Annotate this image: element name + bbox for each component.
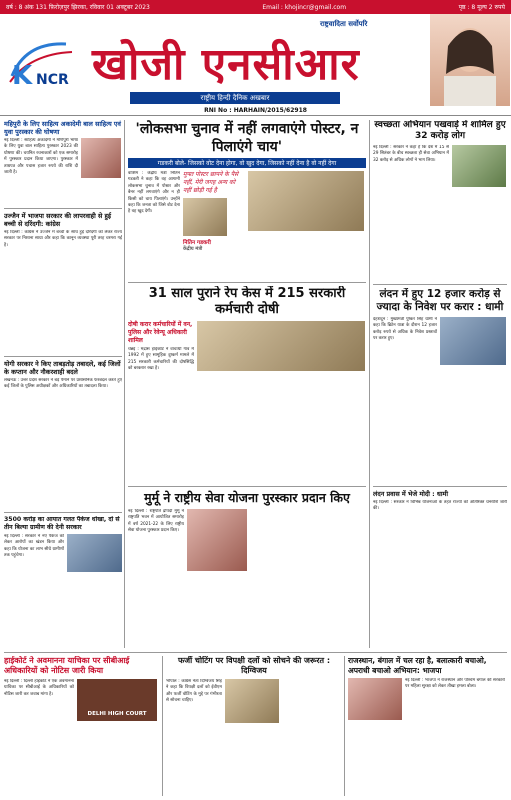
story-image	[81, 138, 121, 178]
story-body-continued	[282, 679, 340, 793]
swachhta-photo	[452, 145, 506, 187]
story-body: भोपाल : कांग्रेस नेता दिग्विजय सिंह ने कहा कि विपक्षी दलों को ईवीएम और फर्जी वोटिंग के मुद्दे पर गंभीरता से सोचना चाहिए।	[166, 679, 222, 704]
gadkari-speech-photo	[248, 171, 364, 231]
story-body: देहरादून : मुख्यमंत्री पुष्कर सिंह धामी ने कहा कि ब्रिटेन यात्रा के दौरान 12 हजार करोड़ रुपये से अधिक के निवेश प्रस्तावों पर करार हुए।	[373, 317, 437, 342]
masthead-portrait-image	[430, 14, 510, 106]
headline: 'लोकसभा चुनाव में नहीं लगवाएंगे पोस्टर, न पिलाएंगे चाय'	[135, 121, 359, 155]
divider	[128, 282, 366, 283]
person-role: केंद्रीय मंत्री	[183, 246, 203, 252]
divider	[373, 284, 507, 285]
divider	[4, 356, 122, 357]
headline: महिपुरी के लिए साहित्य अकादेमी बाल साहित्य एवं युवा पुरस्कार की घोषणा	[4, 120, 121, 136]
headline: उज्जैन में भाजपा सरकार की लापरवाही से हुई बच्ची से दरिंदगी: कांग्रेस	[4, 212, 112, 228]
digvijay-photo	[225, 679, 279, 723]
headline: लंदन प्रवास में भेजे मोदी : धामी	[373, 490, 448, 498]
headline: 31 साल पुराने रेप केस में 215 सरकारी कर्मचारी दोषी	[148, 286, 346, 317]
court-building-photo	[197, 321, 365, 371]
tagline-bottom: राष्ट्रीय हिन्दी दैनिक अखबार	[130, 92, 340, 104]
story-bottom-3	[348, 656, 507, 796]
story-right-3	[373, 490, 507, 650]
column-divider	[162, 656, 163, 796]
masthead	[0, 14, 511, 106]
story-body-continued	[440, 368, 506, 472]
story-body-continued	[197, 374, 365, 470]
sidebar-note: दोषी करार कर्मचारियों में वन, पुलिस और रेवेन्यू अधिकारी शामिल	[128, 321, 193, 344]
story-image	[67, 534, 122, 572]
story-body: नई दिल्ली : भाजपा ने राजस्थान और पश्चिम बंगाल की सरकारों पर महिला सुरक्षा को लेकर तीखा हमला बोला।	[405, 678, 505, 690]
quote: मुफ्त पोस्टर छापने के पैसे नहीं, मेरी जगह अन्य को नहीं छोड़ी गई है	[183, 171, 239, 194]
column-divider	[344, 656, 345, 796]
story-body: नई दिल्ली : दिल्ली हाईकोर्ट ने एक अवमानना याचिका पर सीबीआई के अधिकारियों को नोटिस जारी कर जवाब मांगा है।	[4, 679, 74, 697]
divider	[128, 486, 366, 487]
rni-number: RNI No : HARHAIN/2015/62918	[0, 106, 511, 116]
story-body: नई दिल्ली : सरकार ने नए पैकेज को लेकर आरोपों का खंडन किया और कहा कि योजना का लाभ सीधे ग्रामीणों तक पहुंचेगा।	[4, 534, 64, 559]
divider	[373, 486, 507, 487]
delhi-high-court-image	[77, 679, 157, 721]
story-left-3	[4, 360, 122, 510]
story-body: वाशिम : केंद्रीय मंत्री नितिन गडकरी ने कहा कि वह आगामी लोकसभा चुनाव में पोस्टर और बैनर नहीं लगवाएंगे और न ही किसी को चाय पिलाएंगे। उन्होंने कहा कि जनता को जिसे वोट देना है वह खुद देगी।	[128, 171, 180, 215]
headline: योगी सरकार ने किए ताबड़तोड़ तबादले, कई जिलों के कप्तान और नौकरशाही बदले	[4, 360, 121, 376]
story-bottom-2	[166, 656, 342, 796]
tagline-top: राष्ट्रवादिता सर्वोपरि	[320, 20, 368, 28]
divider	[4, 512, 122, 513]
story-center-2	[128, 286, 366, 482]
headline: हाईकोर्ट ने अवमानना याचिका पर सीबीआई अधिकारियों को नोटिस जारी किया	[4, 656, 130, 675]
story-center-3	[128, 490, 366, 650]
story-body: नई दिल्ली : साहित्य अकादेमी ने मणिपुरी भाषा के लिए युवा बाल साहित्य पुरस्कार 2023 की घोषणा की। चयनित रचनाकारों को एक समारोह में पुरस्कार प्रदान किया जाएगा। पुरस्कार में ताम्रपत्र और पचास हजार रुपये की राशि दी जाती है।	[4, 138, 78, 176]
story-left-4	[4, 516, 122, 648]
headline: 3500 करोड़ का आयात गलत पैकेज धोखा, दो से तीन बिल्या ग्रामीण की देनी सरकार	[4, 516, 120, 531]
court-sign: DELHI HIGH COURT	[87, 711, 147, 717]
price-info: पृष्ठ : 8 मूल्य 2 रुपये	[458, 4, 505, 11]
person-name: नितिन गडकरी	[183, 240, 211, 246]
story-body: लखनऊ : उत्तर प्रदेश सरकार ने बड़े पैमाने पर प्रशासनिक फेरबदल करते हुए कई जिलों के पुलिस अधीक्षकों और अधिकारियों का तबादला किया।	[4, 378, 122, 390]
story-body-continued	[250, 509, 366, 639]
column-divider	[124, 120, 125, 648]
story-right-1	[373, 120, 507, 282]
story-right-2	[373, 288, 507, 484]
story-left-1	[4, 120, 122, 206]
subheadline: गडकरी बोले- जिसको वोट देना होगा, वो खुद देगा, जिसको नहीं देना है वो नहीं देगा	[128, 158, 366, 168]
newspaper-title: खोजी एनसीआर	[92, 39, 360, 90]
story-bottom-1	[4, 656, 160, 796]
logo-text: NCR	[36, 72, 69, 88]
ncr-logo-icon	[6, 36, 84, 92]
divider	[4, 652, 507, 653]
email: Email : khojincr@gmail.com	[262, 3, 347, 11]
headline: स्वच्छता अभियान पखवाड़े में शामिल हुए 32 करोड़ लोग	[374, 120, 506, 141]
headline: लंदन में हुए 12 हजार करोड़ से ज्यादा के निवेश पर करार : धामी	[376, 288, 504, 313]
headline: मुर्मू ने राष्ट्रीय सेवा योजना पुरस्कार प्रदान किए	[144, 490, 350, 505]
dhami-photo	[440, 317, 506, 365]
story-left-2	[4, 212, 122, 352]
svg-text:K: K	[12, 61, 33, 91]
story-center-main	[128, 120, 366, 278]
story-body: नई दिल्ली : राष्ट्रपति द्रौपदी मुर्मू ने राष्ट्रपति भवन में आयोजित समारोह में वर्ष 2021-22 के लिए राष्ट्रीय सेवा योजना पुरस्कार प्रदान किए।	[128, 509, 184, 534]
gadkari-photo	[183, 198, 227, 236]
column-divider	[369, 120, 370, 648]
murmu-photo	[187, 509, 247, 571]
issue-info: वर्ष : 8 अंक 131 फ़िरोज़पुर झिरका, रविवार 01 अक्टूबर 2023	[6, 4, 150, 11]
bjp-leader-photo	[348, 678, 402, 720]
story-body: चेन्नई : मद्रास हाईकोर्ट ने वाचाथी गांव में 1992 में हुए सामूहिक दुष्कर्म मामले में 215 सरकारी कर्मचारियों की दोषसिद्धि को बरकरार रखा है।	[128, 347, 194, 372]
story-body-continued	[348, 722, 402, 788]
top-bar	[0, 0, 511, 14]
headline: राजस्थान, बंगाल में चल रहा है, बलात्कारी बचाओ, अपराधी बचाओ अभियान: भाजपा	[348, 656, 487, 675]
divider	[4, 208, 122, 209]
headline: फर्जी चोटिंग पर विपक्षी दलों को सोचने की जरूरत : दिग्विजय	[177, 656, 331, 675]
story-body: नई दिल्ली : कांग्रेस ने उज्जैन में बच्ची के साथ हुई दरिंदगी को लेकर राज्य सरकार पर निशाना साधा और कहा कि कानून व्यवस्था पूरी तरह चरमरा गई है।	[4, 230, 122, 248]
story-body: नई दिल्ली : सरकार ने कहा है कि देश में 15 से 29 सितंबर के बीच स्वच्छता ही सेवा अभियान में 32 करोड़ से अधिक लोगों ने भाग लिया।	[373, 145, 449, 163]
story-body: नई दिल्ली : सरकार ने विभिन्न योजनाओं के तहत राज्यों को अतिरिक्त धनराशि जारी की।	[373, 500, 507, 512]
